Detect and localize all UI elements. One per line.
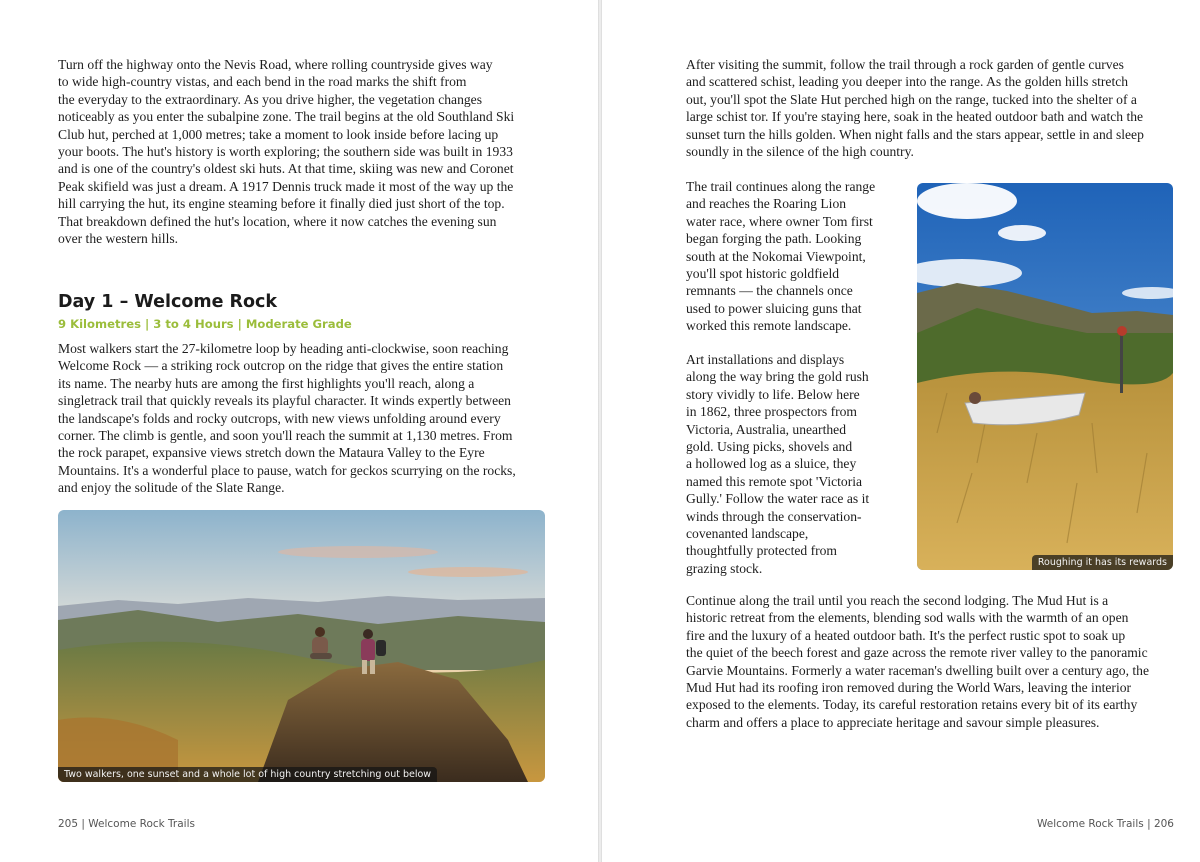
right-folio: Welcome Rock Trails | 206 <box>1037 818 1174 830</box>
intro-paragraph: Turn off the highway onto the Nevis Road, where rolling countryside gives way to wide high-country vistas, and each bend in the road marks the shift from the everyday to the extraordinary. As you drive higher, the vegetation changes noticeably as you enter the subalpine zone. The trail begins at the old Southland Ski Club hut, perched at 1,000 metres; take a moment to look inside before lacing up your boots. The hut's history is worth exploring; the southern side was built in 1933 and is one of the country's oldest ski huts. At that time, skiing was new and Coronet Peak skifield was just a dream. A 1917 Dennis truck made it most of the way up the hill carrying the hut, its engine steaming before it finally died just short of the top. That breakdown defined the hut's location, where it now catches the evening sun over the western hills. <box>58 57 515 247</box>
walkers-photo-caption: Two walkers, one sunset and a whole lot of high country stretching out below <box>58 767 437 782</box>
walkers-sunset-image <box>58 510 545 782</box>
walkers-sunset-photo <box>58 510 545 782</box>
left-folio: 205 | Welcome Rock Trails <box>58 818 195 830</box>
mud-hut-paragraph: Continue along the trail until you reach the second lodging. The Mud Hut is a historic retreat from the elements, blending sod walls with the warmth of an open fire and the luxury of a heated outdoor bath. It's the perfect rustic spot to soak up the quiet of the beech forest and gaze across the remote river valley to the panoramic Garvie Mountains. Formerly a water raceman's dwelling built over a century ago, the Mud Hut had its roofing iron removed during the World Wars, leaving the interior exposed to the elements. Today, its careful restoration retains every bit of its earthy charm and offers a place to appreciate heritage and savour simple pleasures. <box>686 593 1149 730</box>
day1-paragraph: Most walkers start the 27-kilometre loop by heading anti-clockwise, soon reaching Welcome Rock — a striking rock outcrop on the ridge that gives the entire station its name. The nearby huts are among the first highlights you'll reach, along a singletrack trail that quickly reveals its playful character. It winds expertly between the landscape's folds and rocky outcrops, with new views unfolding around every corner. The climb is gentle, and soon you'll reach the summit at 1,130 metres. From the rock parapet, expansive views stretch down the Mataura Valley to the Eyre Mountains. It's a wonderful place to pause, watch for geckos scurrying on the rocks, and enjoy the solitude of the Slate Range. <box>58 341 516 496</box>
outdoor-bath-photo <box>917 183 1173 570</box>
outdoor-bath-image <box>917 183 1173 570</box>
summit-paragraph: After visiting the summit, follow the trail through a rock garden of gentle curves and scattered schist, leading you deeper into the range. As the golden hills stretch out, you'll spot the Slate Hut perched high on the range, tucked into the shelter of a large schist tor. If you're staying here, soak in the heated outdoor bath and watch the sunset turn the hills golden. When night falls and the stars appear, settle in and sleep soundly in the silence of the high country. <box>686 57 1144 160</box>
water-race-paragraph: The trail continues along the range and reaches the Roaring Lion water race, where owner Tom first began forging the path. Looking south at the Nokomai Viewpoint, you'll spot historic goldfield remnants — the channels once used to power sluicing guns that worked this remote landscape. <box>686 179 876 334</box>
section-heading: Day 1 – Welcome Rock <box>58 292 278 312</box>
right-page <box>602 0 1200 862</box>
gold-rush-paragraph: Art installations and displays along the way bring the gold rush story vividly to life. Below here in 1862, three prospectors from Victoria, Australia, unearthed gold. Using picks, shovels and a hollowed log as a sluice, they named this remote spot 'Victoria Gully.' Follow the water race as it winds through the conservation- covenanted landscape, thoughtfully protected from grazing stock. <box>686 352 870 576</box>
section-subheading: 9 Kilometres | 3 to 4 Hours | Moderate Grade <box>58 317 352 331</box>
bath-photo-caption: Roughing it has its rewards <box>1032 555 1173 570</box>
left-page <box>0 0 598 862</box>
